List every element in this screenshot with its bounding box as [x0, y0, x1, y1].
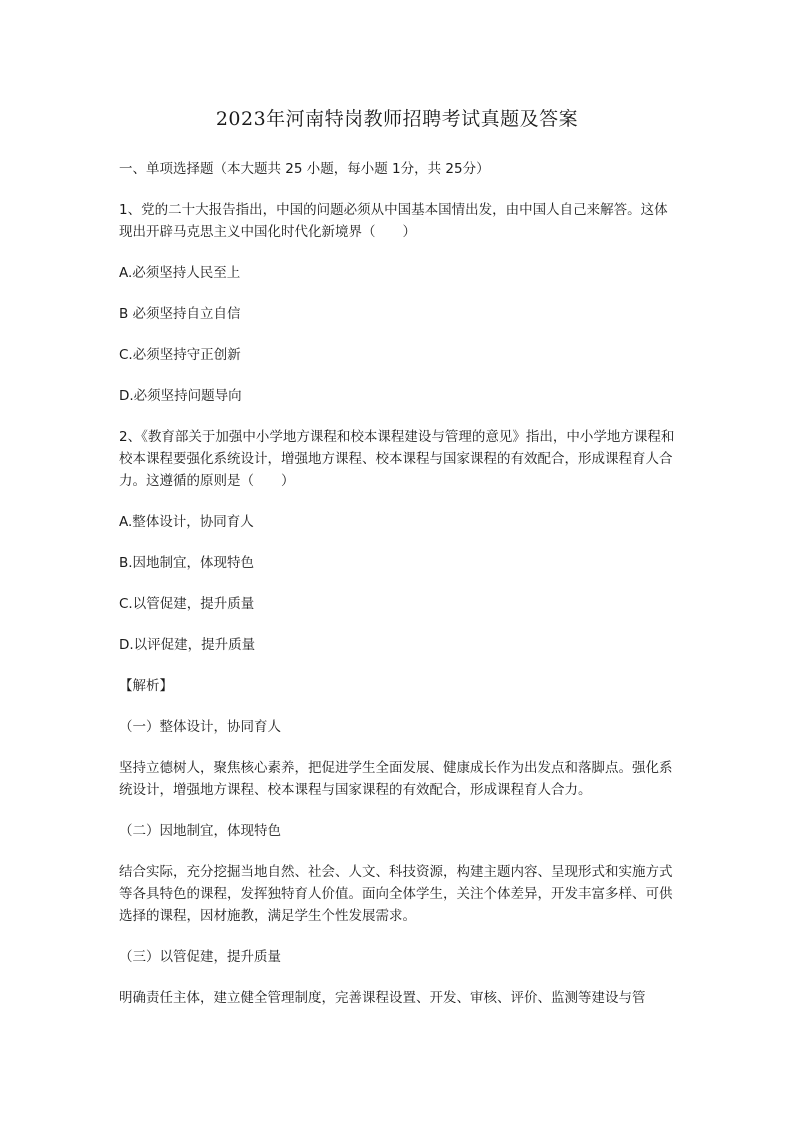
question-1-option-c: C.必须坚持守正创新 [119, 347, 241, 363]
analysis-point-2-heading: （二）因地制宜，体现特色 [119, 823, 281, 839]
analysis-point-3-heading: （三）以管促建，提升质量 [119, 949, 281, 965]
document-body [119, 158, 679, 1028]
analysis-point-1-body: 坚持立德树人，聚焦核心素养，把促进学生全面发展、健康成长作为出发点和落脚点。强化系统设计，增强地方课程、校本课程与国家课程的有效配合，形成课程育人合力。 [119, 760, 673, 798]
question-2-option-b: B.因地制宜，体现特色 [119, 555, 255, 571]
question-1-option-a: A.必须坚持人民至上 [119, 265, 241, 281]
question-2-option-d: D.以评促建，提升质量 [119, 637, 256, 653]
analysis-label: 【解析】 [119, 678, 173, 694]
section-heading: 一、单项选择题（本大题共 25 小题，每小题 1分，共 25分） [119, 161, 490, 177]
question-1-option-d: D.必须坚持问题导向 [119, 388, 242, 404]
question-2-option-c: C.以管促建，提升质量 [119, 596, 255, 612]
analysis-point-1-heading: （一）整体设计，协同育人 [119, 719, 281, 735]
question-1-option-b: B 必须坚持自立自信 [119, 306, 241, 322]
document-title: 2023年河南特岗教师招聘考试真题及答案 [215, 108, 579, 130]
question-2-stem: 2、《教育部关于加强中小学地方课程和校本课程建设与管理的意见》指出，中小学地方课程和校本课程要强化系统设计，增强地方课程、校本课程与国家课程的有效配合，形成课程育人合力。这遵循的原则是（ ） [119, 429, 675, 489]
analysis-point-3-body: 明确责任主体，建立健全管理制度，完善课程设置、开发、审核、评价、监测等建设与管 [119, 990, 646, 1006]
question-1-stem: 1、党的二十大报告指出，中国的问题必须从中国基本国情出发，由中国人自己来解答。这体现出开辟马克思主义中国化时代化新境界（ ） [119, 202, 668, 240]
analysis-point-2-body: 结合实际，充分挖掘当地自然、社会、人文、科技资源，构建主题内容、呈现形式和实施方式等各具特色的课程，发挥独特育人价值。面向全体学生，关注个体差异，开发丰富多样、可供选择的课程，因材施教，满足学生个性发展需求。 [119, 864, 673, 924]
question-2-option-a: A.整体设计，协同育人 [119, 514, 254, 530]
